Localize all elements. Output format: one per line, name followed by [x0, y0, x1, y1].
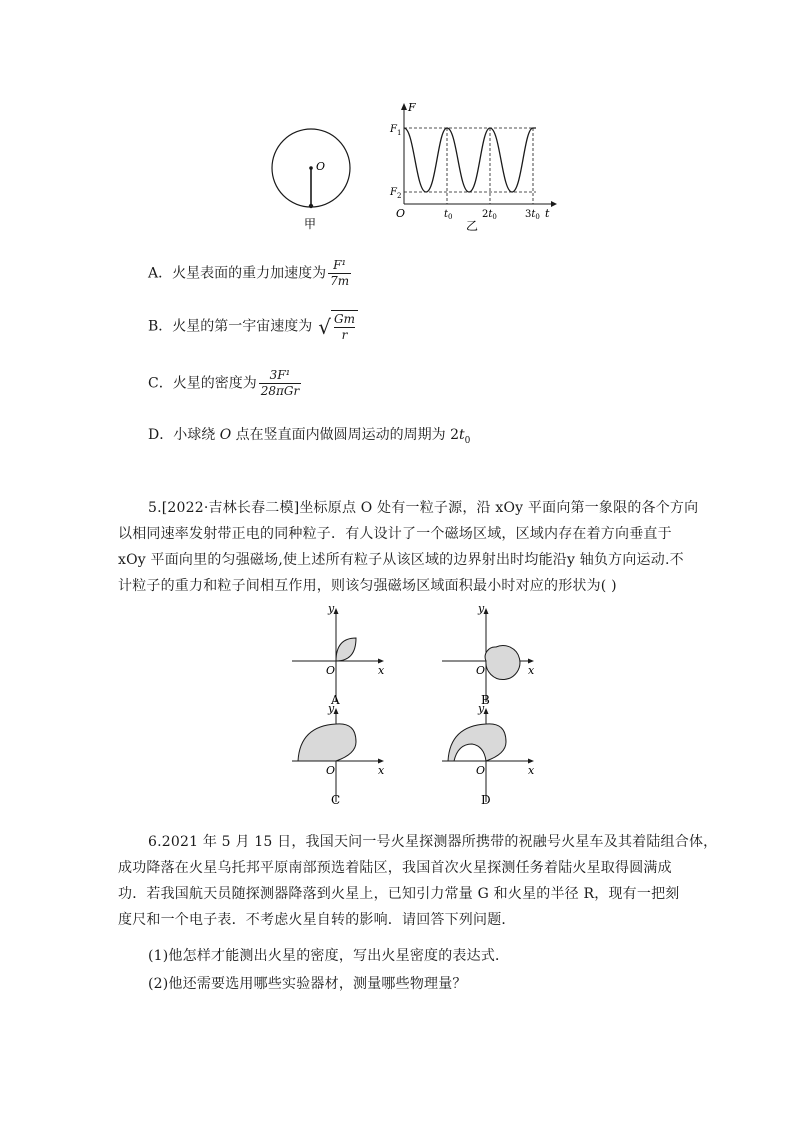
field-region-c: [298, 724, 356, 761]
y-axis-arrow: [334, 608, 339, 614]
option-a-denominator: 7m: [330, 274, 350, 288]
f-axis-label: F: [408, 101, 416, 114]
option-b-radicand: [331, 310, 358, 343]
x-label: x: [378, 664, 385, 677]
x-label: x: [528, 664, 535, 677]
y-axis-arrow: [484, 608, 489, 614]
option-a-text: A．火星表面的重力加速度为: [148, 265, 327, 282]
graph-origin-label: O: [396, 207, 406, 220]
y-label: y: [328, 702, 335, 715]
q5-figure-c: [290, 702, 390, 807]
jia-caption: 甲: [304, 217, 317, 231]
option-c-denominator: 28πGr: [260, 384, 300, 398]
option-a: [148, 258, 353, 289]
t-axis-label: t: [545, 207, 550, 220]
option-c-fraction: [259, 368, 301, 399]
q6-subquestion-1: (1)他怎样才能测出火星的密度，写出火星密度的表达式．: [148, 948, 510, 964]
yi-caption: 乙: [466, 219, 479, 233]
field-region-b: [485, 646, 520, 680]
force-curve: [404, 128, 536, 192]
q6-subquestion-2: (2)他还需要选用哪些实验器材，测量哪些物理量？: [148, 976, 467, 992]
tick-2t0: $2t_0$: [482, 209, 497, 221]
y-label: y: [478, 702, 485, 715]
figure-d-caption: D: [481, 793, 491, 807]
q6-line-2: 成功降落在火星乌托邦平原南部预选着陆区，我国首次火星探测任务着陆火星取得圆满成: [118, 860, 672, 876]
option-b-text: B．火星的第一宇宙速度为: [148, 318, 313, 335]
option-c-numerator: 3F¹: [259, 368, 301, 384]
option-d-t: t: [458, 427, 465, 443]
x-axis-arrow: [378, 659, 384, 664]
origin-label: O: [326, 764, 336, 777]
ball: [309, 204, 313, 208]
option-b-numerator: Gm: [334, 312, 356, 326]
tick-t0: $t_0$: [444, 209, 453, 221]
q5-figure-b: [440, 602, 540, 707]
figure-yi-graph: [386, 100, 561, 235]
option-b: [148, 310, 358, 343]
option-b-denominator: r: [341, 328, 348, 342]
q5-line-3: xOy 平面向里的匀强磁场,使上述所有粒子从该区域的边界射出时均能沿y 轴负方向运动.不: [118, 552, 684, 568]
x-axis-arrow: [528, 659, 534, 664]
option-d-text-pre: D．小球绕: [148, 427, 220, 443]
f-axis-arrow: [401, 103, 407, 110]
q5-figure-d: [440, 702, 540, 807]
option-d-sub: 0: [464, 435, 471, 446]
q5-line-1: 5.[2022·吉林长春二模]坐标原点 O 处有一粒子源，沿 xOy 平面向第一象限的各个方向: [148, 500, 699, 516]
option-c: [148, 368, 303, 399]
center-point: [309, 166, 313, 170]
figure-jia: [262, 120, 362, 240]
y-axis-arrow: [334, 708, 339, 714]
option-a-fraction: [328, 258, 351, 289]
field-region-d: [448, 724, 506, 761]
y-label: y: [478, 602, 485, 615]
option-d-text-post: 点在竖直面内做圆周运动的周期为 2: [231, 427, 459, 443]
sqrt-symbol: √: [318, 314, 332, 339]
q6-line-4: 度尺和一个电子表．不考虑火星自转的影响．请回答下列问题．: [118, 912, 516, 928]
f2-label: $F_2$: [390, 187, 402, 200]
q5-line-4: 计粒子的重力和粒子间相互作用，则该匀强磁场区域面积最小时对应的形状为( ): [118, 578, 617, 594]
q6-line-3: 功．若我国航天员随探测器降落到火星上，已知引力常量 G 和火星的半径 R，现有一把刻: [118, 886, 680, 902]
t-axis-arrow: [551, 201, 557, 207]
x-label: x: [378, 764, 385, 777]
option-a-numerator: F¹: [328, 258, 351, 274]
y-label: y: [328, 602, 335, 615]
figure-c-caption: C: [331, 793, 341, 807]
q5-line-2: 以相同速率发射带正电的同种粒子．有人设计了一个磁场区域，区域内存在着方向垂直于: [118, 526, 672, 542]
x-axis-arrow: [528, 759, 534, 764]
tick-3t0: $3t_0$: [525, 209, 540, 221]
q6-line-1: 6.2021 年 5 月 15 日，我国天问一号火星探测器所携带的祝融号火星车及其着陆组合体，: [148, 834, 718, 850]
option-d-point: O: [219, 427, 232, 443]
origin-label: O: [476, 764, 486, 777]
field-region-a: [336, 638, 356, 661]
figure-b-caption: B: [481, 693, 490, 707]
f1-label: $F_1$: [390, 124, 402, 137]
option-c-text: C．火星的密度为: [148, 375, 257, 392]
origin-label: O: [326, 664, 336, 677]
circle-center-label: O: [316, 160, 326, 173]
x-label: x: [528, 764, 535, 777]
figure-a-caption: A: [331, 693, 340, 707]
origin-label: O: [476, 664, 486, 677]
x-axis-arrow: [378, 759, 384, 764]
y-axis-arrow: [484, 708, 489, 714]
q5-figure-a: [290, 602, 390, 707]
option-d: [148, 424, 470, 446]
